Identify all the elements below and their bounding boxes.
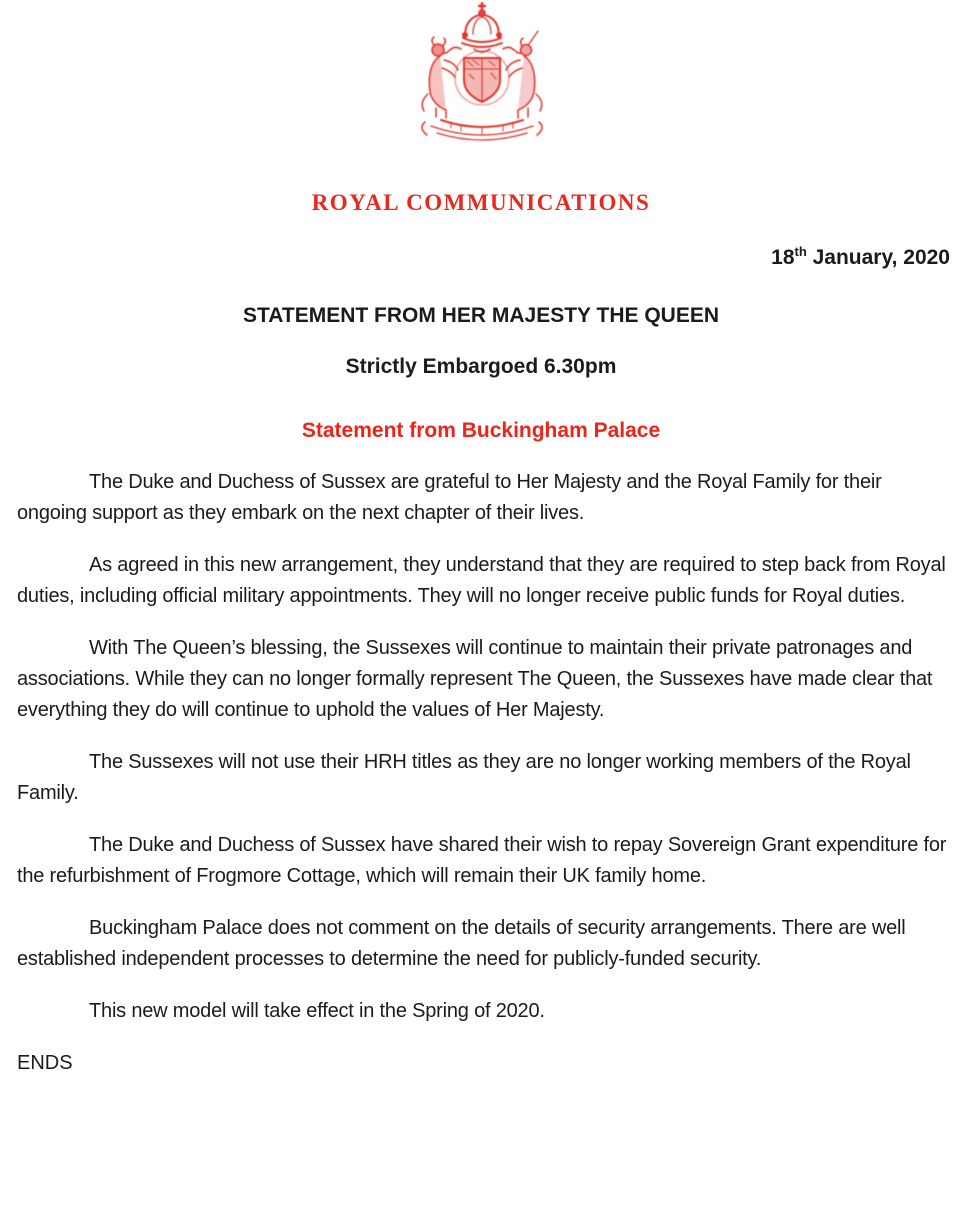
date-ordinal-suffix: th <box>794 244 807 259</box>
body-paragraph: The Duke and Duchess of Sussex have shared their wish to repay Sovereign Grant expenditure for the refurbishment of Frogmore Cottage, which will remain their UK family home. <box>17 834 947 887</box>
date-day: 18 <box>771 246 795 269</box>
embargo-heading: Strictly Embargoed 6.30pm <box>345 355 617 378</box>
palace-heading: Statement from Buckingham Palace <box>301 419 661 442</box>
crest-container <box>0 0 962 162</box>
royal-coat-of-arms-icon <box>401 2 561 154</box>
body-paragraph: The Duke and Duchess of Sussex are grateful to Her Majesty and the Royal Family for their ongoing support as they embark on the next chapter of their lives. <box>17 471 882 524</box>
body-paragraph: The Sussexes will not use their HRH titles as they are no longer working members of the Royal Family. <box>17 751 911 804</box>
body-paragraph: With The Queen’s blessing, the Sussexes will continue to maintain their private patronages and associations. While they can no longer formally represent The Queen, the Sussexes have made clear that everything they do will continue to uphold the values of Her Majesty. <box>17 637 933 721</box>
body-paragraph: Buckingham Palace does not comment on the details of security arrangements. There are well established independent processes to determine the need for publicly-funded security. <box>17 917 906 970</box>
date-line <box>0 246 962 270</box>
date-month-year: January, 2020 <box>806 246 950 269</box>
org-title: ROYAL COMMUNICATIONS <box>311 190 651 215</box>
body-paragraph: As agreed in this new arrangement, they understand that they are required to step back from Royal duties, including official military appointments. They will no longer receive public funds for Royal duties. <box>17 554 946 607</box>
statement-heading: STATEMENT FROM HER MAJESTY THE QUEEN <box>242 304 720 327</box>
ends-marker: ENDS <box>17 1052 73 1074</box>
body-paragraph: This new model will take effect in the Spring of 2020. <box>89 1000 545 1022</box>
statement-body <box>0 467 962 1027</box>
